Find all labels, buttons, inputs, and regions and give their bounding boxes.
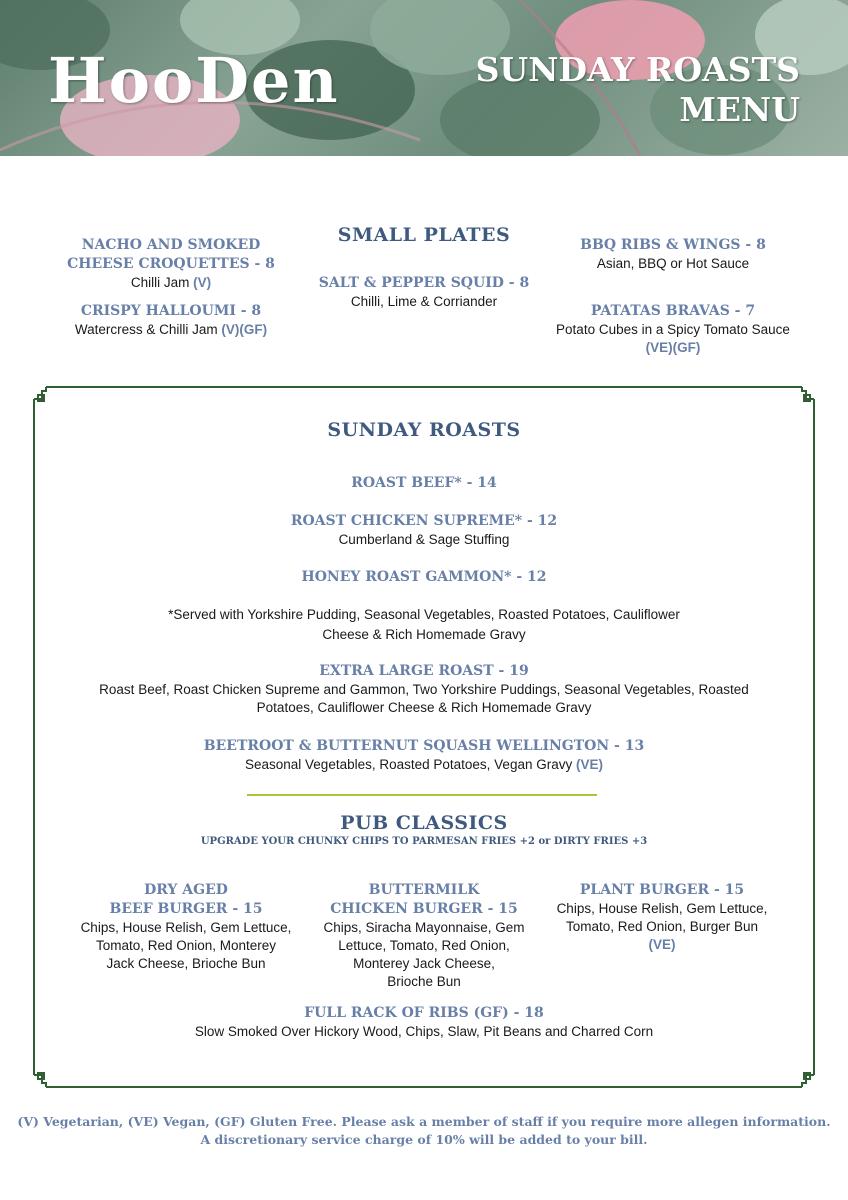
item-description-text: Chilli Jam bbox=[130, 275, 190, 290]
item-description: Chilli, Lime & Corriander bbox=[350, 294, 498, 309]
dietary-tag: (V) bbox=[193, 275, 212, 290]
item-name: PLANT BURGER - 15 bbox=[579, 882, 745, 898]
small-plates-title: SMALL PLATES bbox=[337, 224, 511, 246]
item-name: BEEF BURGER - 15 bbox=[109, 901, 263, 917]
served-with-note bbox=[54, 605, 794, 645]
header-banner bbox=[0, 0, 848, 156]
item-description-line1: Roast Beef, Roast Chicken Supreme and Gammon, Two Yorkshire Puddings, Seasonal Vegetables, Roasted bbox=[99, 682, 749, 697]
item-description: Slow Smoked Over Hickory Wood, Chips, Slaw, Pit Beans and Charred Corn bbox=[194, 1024, 654, 1039]
item-description: Asian, BBQ or Hot Sauce bbox=[596, 256, 750, 271]
menu-item-roast-chicken bbox=[54, 512, 794, 549]
sunday-roasts-title: SUNDAY ROASTS bbox=[327, 419, 521, 441]
pub-classics-subtitle: UPGRADE YOUR CHUNKY CHIPS TO PARMESAN FRIES +2 or DIRTY FRIES +3 bbox=[200, 836, 648, 847]
item-description: Tomato, Red Onion, Monterey bbox=[95, 938, 277, 953]
allergen-footer bbox=[0, 1113, 848, 1149]
item-name: EXTRA LARGE ROAST - 19 bbox=[319, 663, 529, 679]
item-description: Tomato, Red Onion, Burger Bun bbox=[565, 919, 759, 934]
item-description: Brioche Bun bbox=[387, 974, 461, 989]
menu-item-wellington bbox=[54, 737, 794, 774]
served-with-note-line2: Cheese & Rich Homemade Gravy bbox=[322, 627, 526, 642]
menu-item-salt-pepper-squid bbox=[292, 274, 556, 311]
section-divider bbox=[247, 794, 597, 796]
menu-item-extra-large-roast bbox=[54, 662, 794, 717]
item-description-line2: Potatoes, Cauliflower Cheese & Rich Homemade Gravy bbox=[256, 700, 592, 715]
allergen-note: (V) Vegetarian, (VE) Vegan, (GF) Gluten Free. Please ask a member of staff if you require more allegen information. bbox=[17, 1114, 831, 1129]
item-name: CHEESE CROQUETTES - 8 bbox=[67, 256, 275, 272]
item-description: Chips, Siracha Mayonnaise, Gem bbox=[323, 920, 525, 935]
item-description: Jack Cheese, Brioche Bun bbox=[106, 956, 266, 971]
dietary-tag: (VE) bbox=[648, 937, 676, 952]
item-name: SALT & PEPPER SQUID - 8 bbox=[318, 275, 530, 291]
dietary-tag: (VE)(GF) bbox=[645, 340, 701, 355]
menu-item-dry-aged-beef-burger bbox=[66, 881, 306, 973]
item-description bbox=[40, 274, 302, 292]
item-name: FULL RACK OF RIBS (GF) - 18 bbox=[304, 1005, 544, 1021]
menu-item-roast-beef: ROAST BEEF* - 14 bbox=[351, 475, 497, 491]
item-name: DRY AGED bbox=[144, 882, 228, 898]
menu-item-crispy-halloumi bbox=[40, 302, 302, 339]
item-description bbox=[40, 321, 302, 339]
item-description: Monterey Jack Cheese, bbox=[353, 956, 495, 971]
menu-item-patatas-bravas bbox=[540, 302, 806, 357]
item-description: Potato Cubes in a Spicy Tomato Sauce bbox=[556, 322, 790, 337]
item-name: BUTTERMILK bbox=[368, 882, 480, 898]
menu-item-plant-burger bbox=[542, 881, 782, 954]
page-title-line1: SUNDAY ROASTS bbox=[475, 50, 800, 89]
item-description-text: Seasonal Vegetables, Roasted Potatoes, Vegan Gravy bbox=[245, 757, 573, 772]
dietary-tag: (V)(GF) bbox=[221, 322, 268, 337]
hooden-logo: HooDen bbox=[48, 44, 340, 117]
pub-classics-title: PUB CLASSICS bbox=[340, 812, 508, 834]
service-charge-note: A discretionary service charge of 10% will be added to your bill. bbox=[200, 1132, 648, 1147]
item-description-text: Watercress & Chilli Jam bbox=[74, 322, 218, 337]
item-name: BEETROOT & BUTTERNUT SQUASH WELLINGTON - 13 bbox=[203, 738, 645, 754]
served-with-note-line1: *Served with Yorkshire Pudding, Seasonal Vegetables, Roasted Potatoes, Cauliflower bbox=[168, 607, 680, 622]
item-description: Chips, House Relish, Gem Lettuce, bbox=[556, 901, 768, 916]
page-title-line2: MENU bbox=[679, 90, 800, 129]
item-name: CRISPY HALLOUMI - 8 bbox=[80, 303, 262, 319]
page-title bbox=[476, 50, 800, 130]
item-name: CHICKEN BURGER - 15 bbox=[330, 901, 518, 917]
item-description: Lettuce, Tomato, Red Onion, bbox=[338, 938, 510, 953]
item-name: ROAST CHICKEN SUPREME* - 12 bbox=[290, 513, 558, 529]
menu-item-honey-roast-gammon: HONEY ROAST GAMMON* - 12 bbox=[301, 569, 547, 585]
menu-item-buttermilk-chicken-burger bbox=[304, 881, 544, 991]
item-name: PATATAS BRAVAS - 7 bbox=[590, 303, 756, 319]
item-name: BBQ RIBS & WINGS - 8 bbox=[580, 237, 766, 253]
menu-item-nacho-croquettes bbox=[40, 236, 302, 292]
item-description: Chips, House Relish, Gem Lettuce, bbox=[80, 920, 292, 935]
menu-item-bbq-ribs-wings bbox=[540, 236, 806, 273]
dietary-tag: (VE) bbox=[576, 757, 603, 772]
item-description bbox=[54, 756, 794, 774]
item-name: NACHO AND SMOKED bbox=[81, 237, 261, 253]
menu-item-full-rack-ribs bbox=[54, 1004, 794, 1041]
item-description: Cumberland & Sage Stuffing bbox=[338, 532, 510, 547]
